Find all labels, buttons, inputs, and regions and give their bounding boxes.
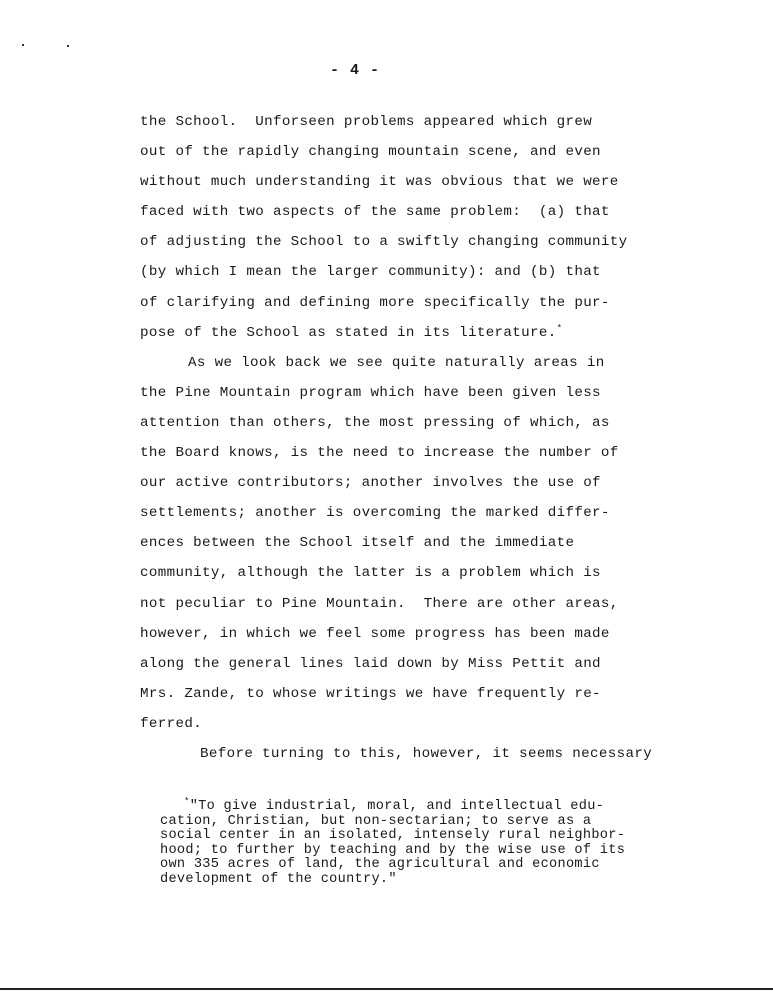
footnote-line: social center in an isolated, intensely rural neighbor-: [160, 828, 626, 843]
paragraph-start-line: Before turning to this, however, it seems necessary: [200, 745, 653, 762]
body-line-text: pose of the School as stated in its literature.: [140, 324, 557, 341]
body-line: faced with two aspects of the same problem: (a) that: [140, 204, 610, 221]
footnote-line: [160, 796, 680, 815]
body-line: of adjusting the School to a swiftly changing community: [140, 234, 628, 251]
body-text: [140, 107, 700, 769]
body-line: of clarifying and defining more specifically the pur-: [140, 294, 610, 311]
body-line: out of the rapidly changing mountain scene, and even: [140, 144, 601, 161]
footnote: [160, 796, 680, 887]
body-line: Mrs. Zande, to whose writings we have frequently re-: [140, 685, 601, 702]
body-line: ferred.: [140, 715, 203, 732]
footnote-line: hood; to further by teaching and by the wise use of its: [160, 842, 626, 858]
body-line-with-footnote-ref: [140, 318, 700, 348]
body-line: not peculiar to Pine Mountain. There are other areas,: [140, 595, 619, 612]
body-line: settlements; another is overcoming the marked differ-: [140, 505, 610, 522]
body-line: the School. Unforseen problems appeared which grew: [140, 114, 593, 130]
page-number: - 4 -: [329, 62, 380, 79]
scan-edge-line: [0, 988, 773, 990]
scan-speck: [67, 45, 69, 47]
footnote-reference: *: [556, 322, 563, 333]
footnote-line: development of the country.": [160, 871, 397, 887]
body-line: attention than others, the most pressing of which, as: [140, 414, 610, 431]
body-line: (by which I mean the larger community): and (b) that: [140, 264, 601, 281]
footnote-line-text: "To give industrial, moral, and intellectual edu-: [189, 799, 605, 814]
body-line: the Pine Mountain program which have been given less: [140, 384, 601, 401]
body-line: without much understanding it was obvious that we were: [140, 174, 619, 191]
footnote-line: cation, Christian, but non-sectarian; to serve as a: [160, 813, 592, 829]
body-line: the Board knows, is the need to increase the number of: [140, 445, 619, 462]
body-line: our active contributors; another involves the use of: [140, 475, 601, 492]
scan-speck: [22, 44, 24, 46]
body-line: however, in which we feel some progress has been made: [140, 625, 610, 642]
footnote-marker: *: [184, 796, 190, 807]
paragraph-start-line: As we look back we see quite naturally areas in: [188, 354, 605, 371]
body-line: along the general lines laid down by Miss Pettit and: [140, 655, 601, 672]
body-line: ences between the School itself and the immediate: [140, 535, 575, 552]
footnote-line: own 335 acres of land, the agricultural and economic: [160, 857, 600, 872]
body-line: community, although the latter is a problem which is: [140, 565, 601, 582]
